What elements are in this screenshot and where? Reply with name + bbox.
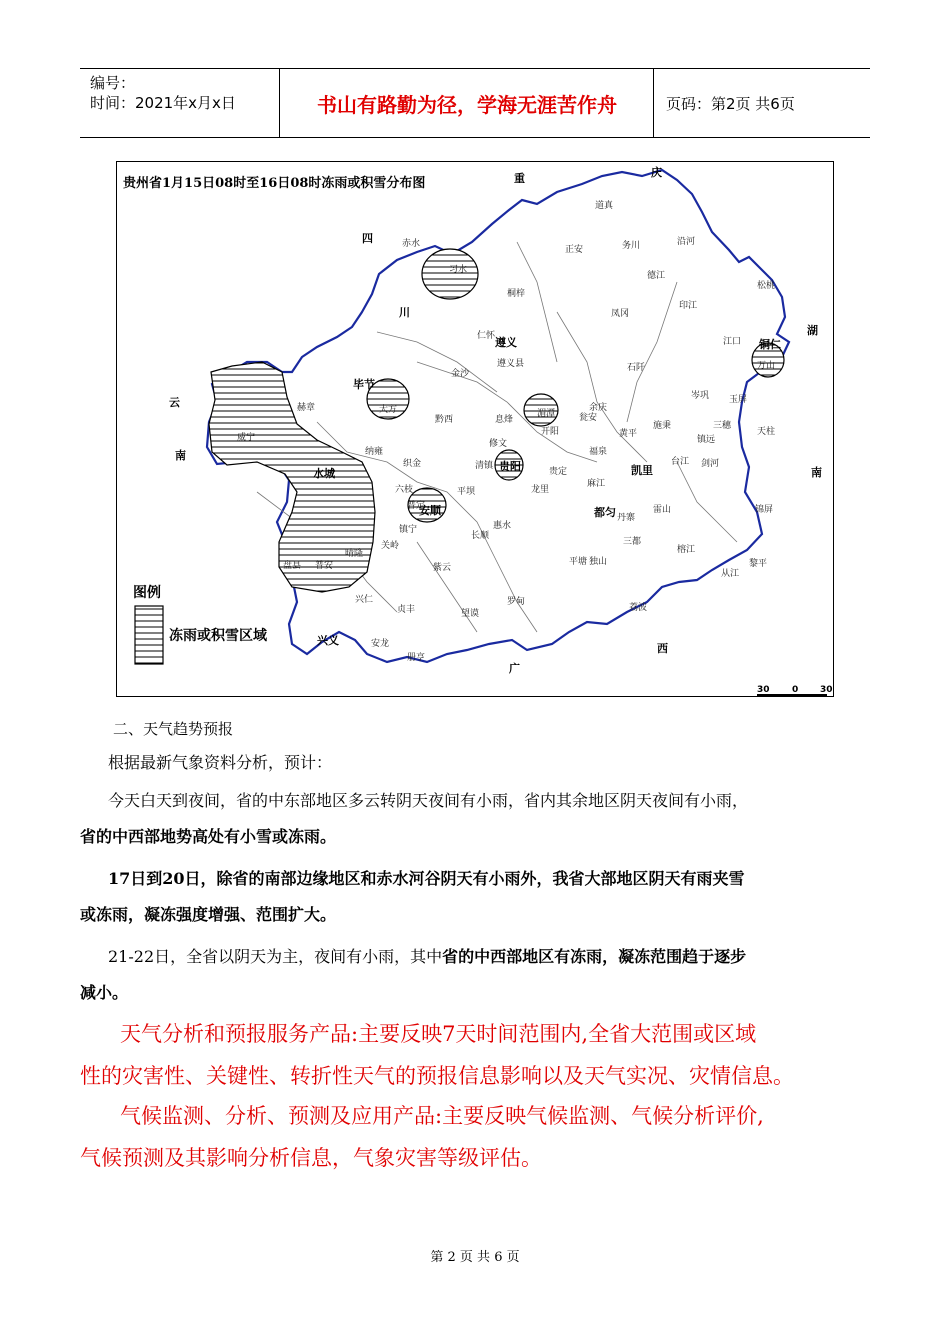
town-label: 德江 (647, 271, 666, 281)
neighbor-label: 云 (169, 396, 180, 409)
town-label: 台江 (671, 457, 690, 467)
town-label: 惠水 (493, 521, 512, 531)
town-label: 镇远 (697, 435, 716, 445)
scale-label: 30 (757, 685, 770, 695)
time-label: 时间：2021年x月x日 (90, 94, 236, 112)
town-label: 罗甸 (507, 597, 526, 607)
town-label: 普定 (407, 501, 426, 511)
town-label: 印江 (679, 301, 698, 311)
town-label: 凤冈 (611, 309, 630, 319)
town-label: 黎平 (749, 559, 768, 569)
scale-label: 0 (792, 685, 799, 695)
town-label: 瓮安 (579, 413, 598, 423)
town-label: 三都 (623, 537, 642, 547)
town-label: 石阡 (627, 363, 646, 373)
town-label: 施秉 (653, 421, 672, 431)
city-label: 遵义 (495, 336, 517, 349)
town-label: 榕江 (677, 545, 696, 555)
city-label: 水城 (313, 467, 335, 480)
town-label: 雷山 (653, 505, 672, 515)
city-label: 毕节 (353, 378, 375, 391)
legend-title: 图例 (133, 585, 161, 601)
town-label: 松桃 (757, 281, 776, 291)
red-note-1-line-2: 性的灾害性、关键性、转折性天气的预报信息影响以及天气实况、灾情信息。 (80, 1064, 794, 1088)
freezing-rain-map (116, 161, 834, 697)
town-label: 册亨 (407, 653, 426, 663)
page-label: 页码：第2页 共6页 (666, 94, 795, 113)
town-label: 桐梓 (507, 289, 526, 299)
legend-swatch (135, 606, 163, 664)
town-label: 剑河 (701, 459, 720, 469)
town-label: 仁怀 (477, 331, 496, 341)
red-note-2-line-1: 气候监测、分析、预测及应用产品:主要反映气候监测、气候分析评价, (120, 1104, 764, 1128)
town-label: 镇宁 (399, 525, 418, 535)
intro-text: 根据最新气象资料分析，预计： (108, 753, 333, 772)
town-label: 三穗 (713, 421, 732, 431)
page-footer: 第 2 页 共 6 页 (430, 1250, 520, 1265)
town-label: 盘县 (283, 561, 302, 571)
paragraph-3-bold: 省的中西部地区有冻雨，凝冻范围趋于逐步 (442, 947, 747, 966)
town-label: 普安 (315, 561, 334, 571)
town-label: 兴仁 (355, 595, 374, 605)
number-label: 编号： (90, 74, 136, 92)
town-label: 贵定 (549, 467, 568, 477)
town-label: 岑巩 (691, 391, 710, 401)
town-label: 正安 (565, 245, 584, 255)
city-label: 兴义 (317, 634, 339, 647)
town-label: 紫云 (433, 563, 452, 573)
neighbor-label: 重 (514, 172, 525, 185)
town-label: 遵义县 (497, 359, 525, 369)
town-label: 江口 (723, 337, 742, 347)
legend-label: 冻雨或积雪区域 (169, 628, 267, 644)
town-label: 息烽 (495, 415, 514, 425)
city-label: 都匀 (594, 506, 616, 519)
city-label: 铜仁 (759, 338, 781, 351)
town-label: 清镇 (475, 461, 494, 471)
town-label: 务川 (622, 241, 641, 251)
paragraph-1-line-1: 今天白天到夜间，省的中东部地区多云转阴天夜间有小雨，省内其余地区阴天夜间有小雨， (108, 791, 749, 810)
map-title: 贵州省1月15日08时至16日08时冻雨或积雪分布图 (123, 176, 426, 191)
paragraph-3-normal: 21-22日，全省以阴天为主，夜间有小雨，其中 (108, 947, 443, 966)
city-label: 凯里 (631, 464, 653, 477)
town-label: 荔波 (629, 603, 648, 613)
paragraph-2-line-2: 或冻雨，凝冻强度增强、范围扩大。 (80, 905, 337, 924)
town-label: 道真 (595, 201, 614, 211)
town-label: 晴隆 (345, 549, 364, 559)
town-label: 福泉 (589, 447, 608, 457)
scale-label: 30 (820, 685, 833, 695)
neighbor-label: 川 (399, 306, 410, 319)
neighbor-label: 湖 (807, 324, 818, 337)
red-note-2-line-2: 气候预测及其影响分析信息，气象灾害等级评估。 (80, 1146, 542, 1170)
town-label: 开阳 (541, 427, 560, 437)
town-label: 赤水 (402, 239, 421, 249)
town-label: 余庆 (589, 403, 608, 413)
town-label: 平坝 (457, 487, 476, 497)
town-label: 锦屏 (755, 505, 774, 515)
town-label: 丹寨 (617, 513, 636, 523)
paragraph-1-line-2: 省的中西部地势高处有小雪或冻雨。 (80, 827, 337, 846)
town-label: 望谟 (461, 609, 480, 619)
neighbor-label: 四 (362, 232, 373, 245)
town-label: 平塘 (569, 557, 588, 567)
town-label: 金沙 (451, 369, 470, 379)
town-label: 六枝 (395, 485, 414, 495)
header-meta (80, 69, 280, 137)
town-label: 黄平 (619, 429, 638, 439)
neighbor-label: 广 (509, 662, 520, 675)
town-label: 习水 (449, 265, 468, 275)
town-label: 贞丰 (397, 605, 416, 615)
town-label: 湄潭 (537, 409, 556, 419)
town-label: 龙里 (531, 485, 550, 495)
town-label: 修文 (489, 439, 508, 449)
town-label: 大方 (379, 405, 398, 415)
paragraph-3-line-1 (108, 946, 746, 968)
city-label: 安顺 (419, 504, 441, 517)
section-title: 二、天气趋势预报 (113, 720, 234, 738)
city-label: 贵阳 (499, 460, 521, 473)
paragraph-3-line-2: 减小。 (80, 983, 129, 1002)
neighbor-label: 庆 (651, 166, 662, 179)
town-label: 万山 (757, 361, 776, 371)
town-label: 纳雍 (365, 447, 384, 457)
town-label: 独山 (589, 557, 608, 567)
town-label: 天柱 (757, 427, 776, 437)
town-label: 威宁 (237, 433, 256, 443)
town-label: 玉屏 (729, 395, 748, 405)
town-label: 从江 (721, 569, 740, 579)
neighbor-label: 南 (175, 449, 186, 462)
town-label: 关岭 (381, 541, 400, 551)
neighbor-label: 南 (811, 466, 822, 479)
document-header (80, 68, 870, 138)
header-motto: 书山有路勤为径，学海无涯苦作舟 (281, 69, 654, 137)
town-label: 织金 (403, 459, 422, 469)
neighbor-label: 西 (657, 642, 668, 655)
town-label: 安龙 (371, 639, 390, 649)
paragraph-2-line-1: 17日到20日，除省的南部边缘地区和赤水河谷阴天有小雨外，我省大部地区阴天有雨夹雪 (108, 869, 745, 888)
red-note-1-line-1: 天气分析和预报服务产品:主要反映7天时间范围内,全省大范围或区域 (120, 1022, 757, 1046)
town-label: 赫章 (297, 403, 316, 413)
town-label: 长顺 (471, 531, 490, 541)
town-label: 黔西 (435, 415, 454, 425)
town-label: 麻江 (587, 479, 606, 489)
town-label: 沿河 (677, 237, 696, 247)
